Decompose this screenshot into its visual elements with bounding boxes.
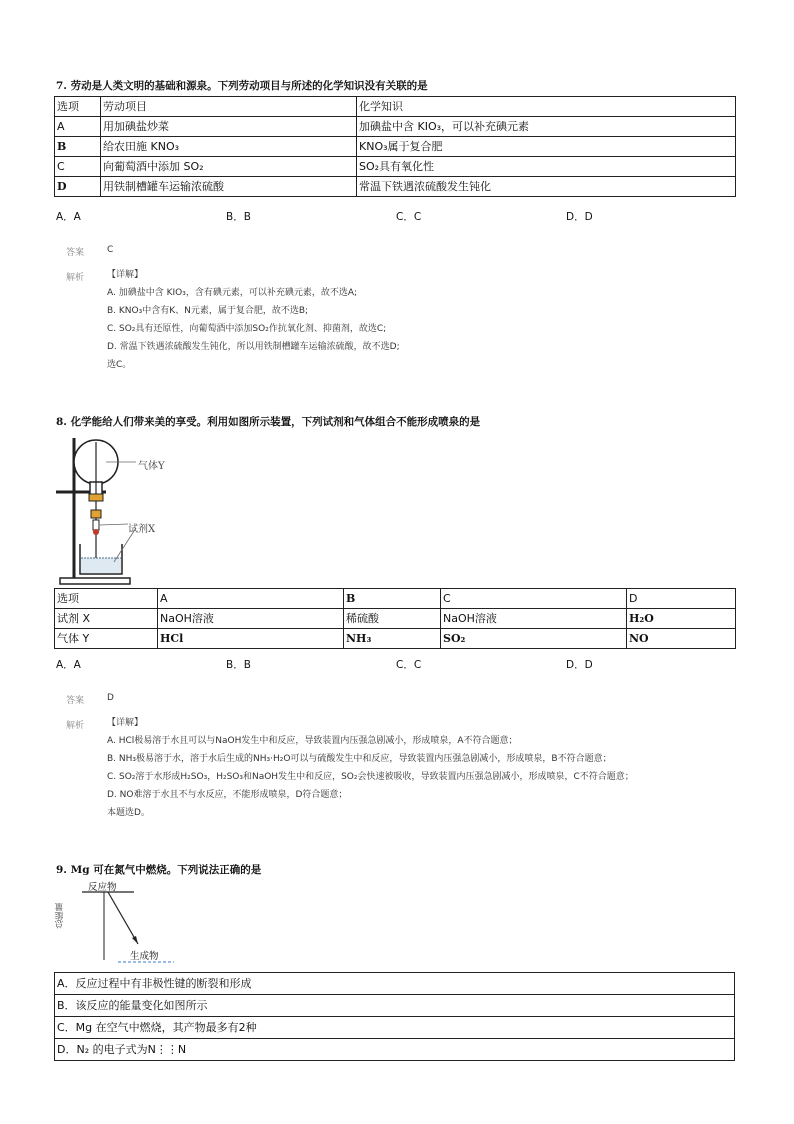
q7-choices [56, 209, 756, 223]
q7-header-project: 劳动项目 [101, 97, 357, 117]
choice-b[interactable]: B．B [226, 211, 251, 223]
table-row[interactable] [55, 973, 735, 995]
q7-analysis-label: 解析 [66, 273, 85, 283]
q7-row-option: C [55, 157, 101, 177]
q9-option-c[interactable]: C．Mg 在空气中燃烧，其产物最多有2种 [55, 1017, 735, 1039]
q7-answer-label: 答案 [66, 248, 85, 258]
choice-a[interactable]: A．A [56, 211, 81, 223]
reagent-x-label: 试剂X [128, 524, 156, 535]
q8-answer-label: 答案 [66, 696, 85, 706]
q7-row-option: B [55, 137, 101, 157]
q8-header-cell: D [627, 589, 736, 609]
q7-row-project: 给农田施 KNO₃ [101, 137, 357, 157]
q7-table [54, 96, 736, 197]
q7-header-option: 选项 [55, 97, 101, 117]
q8-cell: NH₃ [344, 629, 441, 649]
q8-cell: H₂O [627, 609, 736, 629]
q9-option-a[interactable]: A．反应过程中有非极性键的断裂和形成 [55, 973, 735, 995]
q8-cell: NO [627, 629, 736, 649]
analysis-line: 选C。 [107, 360, 132, 370]
q7-row-option: A [55, 117, 101, 137]
q9-option-d[interactable]: D．N₂ 的电子式为N⋮⋮N [55, 1039, 735, 1061]
q9-title: 9. Mg 可在氮气中燃烧。下列说法正确的是 [56, 864, 262, 876]
q8-cell: HCl [158, 629, 344, 649]
q7-row-project: 向葡萄酒中添加 SO₂ [101, 157, 357, 177]
table-row[interactable] [55, 1039, 735, 1061]
choice-c[interactable]: C．C [396, 659, 422, 671]
analysis-line: A. 加碘盐中含 KIO₃，含有碘元素，可以补充碘元素，故不选A; [107, 288, 358, 298]
q7-analysis [107, 266, 400, 374]
q7-title: 7. 劳动是人类文明的基础和源泉。下列劳动项目与所述的化学知识没有关联的是 [56, 80, 428, 92]
q8-answer: D [107, 693, 114, 703]
choice-d[interactable]: D．D [566, 211, 593, 223]
table-row [55, 609, 736, 629]
analysis-line: D. NO难溶于水且不与水反应，不能形成喷泉，D符合题意； [107, 790, 348, 800]
q8-row-label: 气体 Y [55, 629, 158, 649]
analysis-line: 【详解】 [107, 718, 144, 728]
table-row[interactable] [55, 1017, 735, 1039]
q8-table [54, 588, 736, 649]
q7-row-project: 用铁制槽罐车运输浓硫酸 [101, 177, 357, 197]
analysis-line: C. SO₂具有还原性，向葡萄酒中添加SO₂作抗氧化剂、抑菌剂，故选C; [107, 324, 387, 334]
q7-row-knowledge: 常温下铁遇浓硫酸发生钝化 [357, 177, 736, 197]
q7-row-knowledge: KNO₃属于复合肥 [357, 137, 736, 157]
q8-header-row [55, 589, 736, 609]
analysis-line: 本题选D。 [107, 808, 150, 818]
table-row[interactable] [55, 995, 735, 1017]
q7-row-project: 用加碘盐炒菜 [101, 117, 357, 137]
choice-a[interactable]: A．A [56, 659, 81, 671]
analysis-line: A. HCl极易溶于水且可以与NaOH发生中和反应，导致装置内压强急剧减小，形成喷泉，A不符合题意； [107, 736, 518, 746]
energy-reactant-label: 反应物 [88, 882, 117, 893]
q8-cell: 稀硫酸 [344, 609, 441, 629]
fountain-apparatus-figure [54, 432, 184, 588]
q8-analysis [107, 714, 634, 822]
energy-yaxis-label: 总能量 [55, 903, 65, 929]
analysis-line: B. KNO₃中含有K、N元素，属于复合肥，故不选B; [107, 306, 309, 316]
q8-header-cell: A [158, 589, 344, 609]
energy-product-label: 生成物 [130, 951, 159, 962]
q9-option-b[interactable]: B．该反应的能量变化如图所示 [55, 995, 735, 1017]
q7-row-knowledge: 加碘盐中含 KIO₃，可以补充碘元素 [357, 117, 736, 137]
q8-choices [56, 657, 756, 671]
q8-row-label: 试剂 X [55, 609, 158, 629]
q9-options-table [54, 972, 735, 1061]
analysis-line: B. NH₃极易溶于水，溶于水后生成的NH₃·H₂O可以与硫酸发生中和反应，导致装置内压强急剧减小，形成喷泉，B不符合题意； [107, 754, 612, 764]
q7-header-knowledge: 化学知识 [357, 97, 736, 117]
table-row [55, 157, 736, 177]
q8-cell: NaOH溶液 [158, 609, 344, 629]
q8-header-cell: C [441, 589, 627, 609]
table-row [55, 629, 736, 649]
energy-diagram-figure [56, 880, 186, 968]
q8-analysis-label: 解析 [66, 721, 85, 731]
q8-header-cell: B [344, 589, 441, 609]
analysis-line: D. 常温下铁遇浓硫酸发生钝化，所以用铁制槽罐车运输浓硫酸，故不选D; [107, 342, 400, 352]
gas-y-label: 气体Y [138, 461, 165, 472]
analysis-line: C. SO₂溶于水形成H₂SO₃，H₂SO₃和NaOH发生中和反应，SO₂会快速被吸收，导致装置内压强急剧减小，形成喷泉，C不符合题意； [107, 772, 634, 782]
q7-row-knowledge: SO₂具有氧化性 [357, 157, 736, 177]
q7-header-row [55, 97, 736, 117]
q8-title: 8. 化学能给人们带来美的享受。利用如图所示装置，下列试剂和气体组合不能形成喷泉的是 [56, 416, 481, 428]
q8-cell: SO₂ [441, 629, 627, 649]
q8-cell: NaOH溶液 [441, 609, 627, 629]
table-row [55, 137, 736, 157]
choice-b[interactable]: B．B [226, 659, 251, 671]
q7-row-option: D [55, 177, 101, 197]
q7-answer: C [107, 245, 114, 255]
choice-c[interactable]: C．C [396, 211, 422, 223]
choice-d[interactable]: D．D [566, 659, 593, 671]
q8-header-cell: 选项 [55, 589, 158, 609]
table-row [55, 117, 736, 137]
analysis-line: 【详解】 [107, 270, 144, 280]
table-row [55, 177, 736, 197]
